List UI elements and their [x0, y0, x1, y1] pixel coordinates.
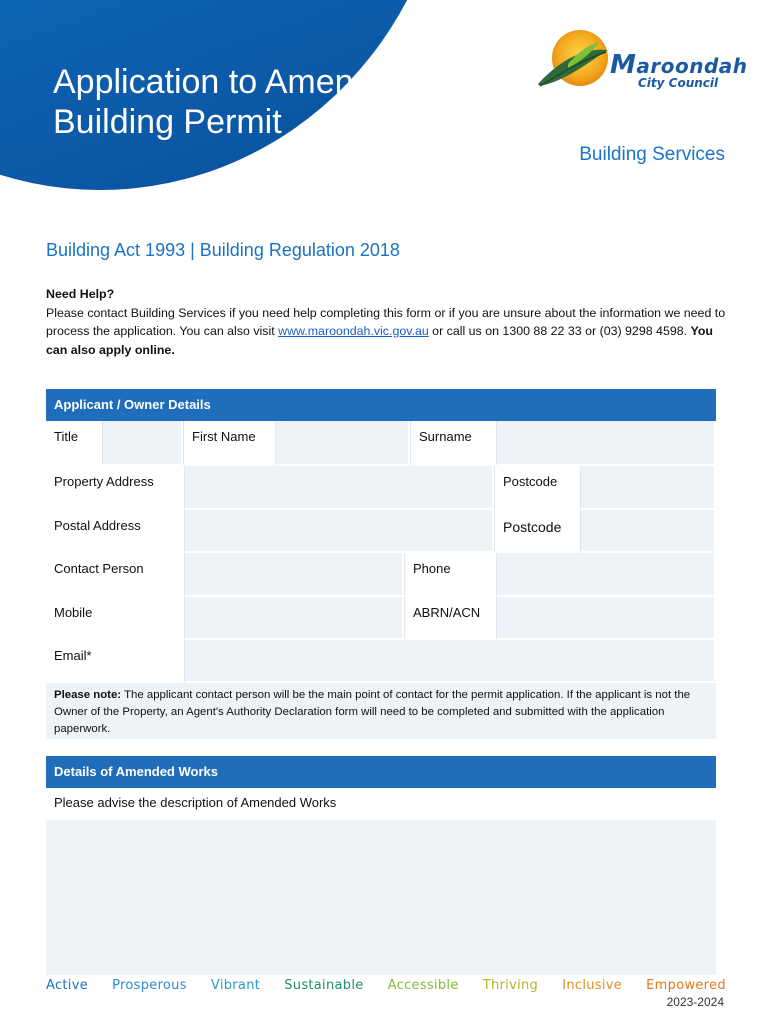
postal-address-row [46, 510, 716, 553]
property-postcode-label: Postcode [494, 466, 580, 510]
value-sustainable: Sustainable [284, 978, 364, 993]
contact-person-label: Contact Person [46, 553, 184, 597]
property-address-input[interactable] [184, 466, 494, 510]
first-name-label: First Name [183, 421, 275, 466]
property-address-label: Property Address [46, 466, 184, 510]
contact-person-input[interactable] [184, 553, 404, 597]
help-phone-text: or call us on 1300 88 22 33 or (03) 9298 4598. [428, 324, 691, 338]
name-row [46, 421, 716, 466]
help-text-part: Please contact Building Services if you need help completing this form or if you are unsure about the information we need to process the application. You can also visit [46, 305, 726, 338]
value-active: Active [46, 978, 89, 993]
postal-postcode-label: Postcode [494, 510, 580, 553]
title-input[interactable] [102, 421, 183, 466]
phone-label: Phone [404, 553, 496, 597]
title-label: Title [46, 421, 102, 466]
postal-address-input[interactable] [184, 510, 494, 553]
phone-input[interactable] [496, 553, 716, 597]
amended-works-description-label: Please advise the description of Amended Works [46, 788, 716, 818]
title-line-2: Building Permit [53, 103, 282, 141]
amended-works-description-input[interactable] [46, 820, 716, 975]
mobile-row [46, 597, 716, 640]
first-name-input[interactable] [275, 421, 410, 466]
postal-address-label: Postal Address [46, 510, 184, 553]
year-label: 2023-2024 [666, 995, 724, 1009]
sun-leaf-icon [528, 22, 618, 100]
maroondah-logo [528, 22, 748, 100]
help-text [46, 304, 736, 360]
department-label: Building Services [579, 144, 725, 165]
note-text: The applicant contact person will be the main point of contact for the permit application. If the applicant is not the Owner of the Property, an Agent's Authority Declaration form will need to be completed and submitted with the application paperwork. [54, 689, 691, 735]
title-line-1: Application to Amend [53, 63, 373, 101]
email-row [46, 640, 716, 683]
note-bold-label: Please note: [54, 689, 122, 701]
email-label: Email* [46, 640, 184, 683]
help-block [46, 285, 736, 359]
value-accessible: Accessible [387, 978, 459, 993]
value-thriving: Thriving [482, 978, 539, 993]
mobile-label: Mobile [46, 597, 184, 640]
website-link[interactable]: www.maroondah.vic.gov.au [278, 324, 429, 338]
logo-wordmark: Maroondah [610, 50, 748, 80]
page-title [53, 62, 433, 142]
help-title: Need Help? [46, 287, 115, 301]
act-heading: Building Act 1993 | Building Regulation 2018 [46, 240, 400, 260]
please-note-box [46, 683, 716, 739]
email-input[interactable] [184, 640, 716, 683]
postal-postcode-input[interactable] [580, 510, 716, 553]
property-address-row [46, 466, 716, 510]
surname-label: Surname [410, 421, 496, 466]
council-values [46, 978, 726, 993]
contact-row [46, 553, 716, 597]
value-prosperous: Prosperous [112, 978, 187, 993]
value-vibrant: Vibrant [210, 978, 261, 993]
abrn-label: ABRN/ACN [404, 597, 496, 640]
abrn-input[interactable] [496, 597, 716, 640]
logo-subtitle: City Council [638, 76, 719, 90]
property-postcode-input[interactable] [580, 466, 716, 510]
value-inclusive: Inclusive [562, 978, 623, 993]
apply-online-text: You can also apply online. [46, 324, 713, 357]
mobile-input[interactable] [184, 597, 404, 640]
value-empowered: Empowered [646, 978, 726, 993]
applicant-section-header: Applicant / Owner Details [46, 389, 716, 421]
amended-works-header: Details of Amended Works [46, 756, 716, 788]
surname-input[interactable] [496, 421, 716, 466]
